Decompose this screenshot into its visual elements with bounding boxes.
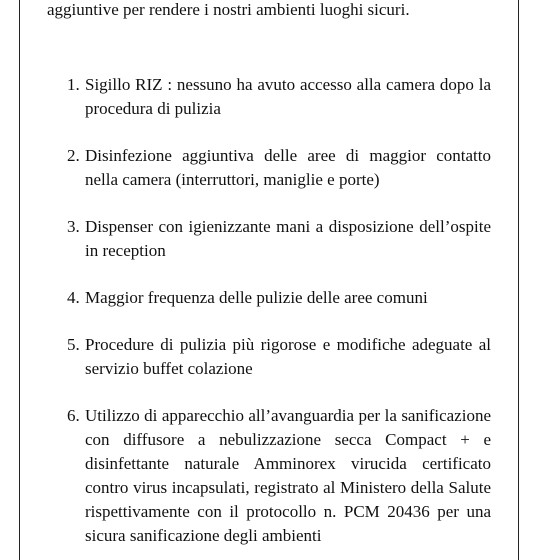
list-item <box>67 404 491 548</box>
list-item-text: Dispenser con igienizzante mani a disposizione dell’ospite in reception <box>85 217 491 260</box>
list-item-number: 2. <box>67 146 80 165</box>
list-item <box>67 286 491 310</box>
list-item-text: Maggior frequenza delle pulizie delle aree comuni <box>85 288 428 307</box>
list-item <box>67 73 491 121</box>
list-item <box>67 333 491 381</box>
list-item <box>67 144 491 192</box>
list-item-number: 1. <box>67 75 80 94</box>
measures-list <box>67 73 491 560</box>
list-item <box>67 215 491 263</box>
list-item-text: Utilizzo di apparecchio all’avanguardia per la sanificazione con diffusore a nebulizzazione secca Compact + e disinfettante naturale Amminorex virucida certificato contro virus incapsulati, registrato al Ministero della Salute rispettivamente con il protocollo n. PCM 20436 per una sicura sanificazione degli ambienti <box>85 406 491 545</box>
intro-line-2: aggiuntive per rendere i nostri ambienti luoghi sicuri. <box>47 0 410 19</box>
list-item-text: Disinfezione aggiuntiva delle aree di maggior contatto nella camera (interruttori, maniglie e porte) <box>85 146 491 189</box>
list-item-text: Procedure di pulizia più rigorose e modifiche adeguate al servizio buffet colazione <box>85 335 491 378</box>
list-item-number: 6. <box>67 406 80 425</box>
list-item-number: 4. <box>67 288 80 307</box>
list-item-text: Sigillo RIZ : nessuno ha avuto accesso alla camera dopo la procedura di pulizia <box>85 75 491 118</box>
intro-paragraph <box>47 0 493 21</box>
list-item-number: 5. <box>67 335 80 354</box>
list-item-number: 3. <box>67 217 80 236</box>
